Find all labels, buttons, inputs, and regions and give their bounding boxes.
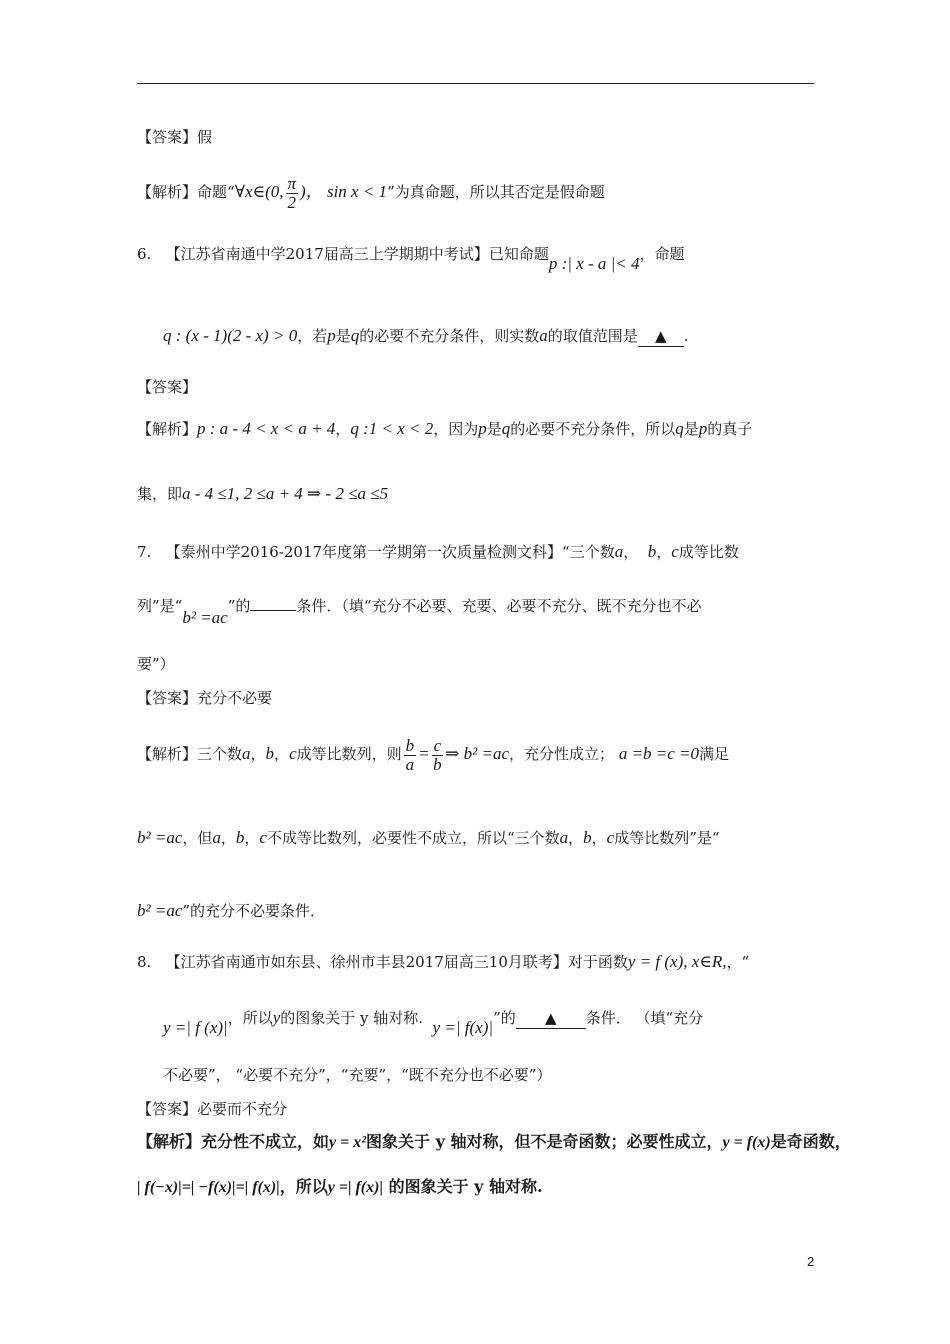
math-var: q [501,419,511,438]
header-rule [137,83,814,84]
math-expression: b² =ac [137,901,183,920]
math-var: c [259,828,267,847]
solution-text: 三个数 [197,745,243,763]
q6-solution-line1 [137,419,752,439]
question-source: 【江苏省南通市如东县、徐州市丰县2017届高三10月联考】 [165,953,568,971]
math-expression: y = f(x) [722,1134,771,1151]
q8-stem-line3 [163,1065,551,1085]
math-expression: ) [300,182,306,201]
q6-solution-line2 [137,484,388,504]
question-source: 【泰州中学2016-2017年度第一学期第一次质量检测文科】 [165,543,563,561]
q7-stem-line3 [137,654,175,674]
fraction-denominator: a [405,754,415,774]
solution-text: 的真子 [707,420,753,438]
math-var: p [698,419,708,438]
q7-stem-line2 [137,596,702,627]
solution-label: 【解析】 [137,183,198,201]
answer-blank [250,610,296,611]
math-expression: ∀x∈(0, [234,182,284,201]
solution-text: 集，即 [137,485,183,503]
math-expression: p : a - 4 < x < a + 4 [197,419,336,438]
math-expression: y = f (x), x∈R, [627,952,727,971]
question-text: 列”是“ [137,597,183,615]
fraction-numerator: c [433,735,442,755]
math-expression: y =| f(x)| [432,1018,494,1037]
solution-text: 是 [486,420,502,438]
math-var: q [350,326,360,345]
math-expression: y = x² [329,1134,367,1151]
question-text: 条件．（填“充分不必要、充要、必要不充分、既不充分也不必 [296,597,702,615]
math-expression: ⇒ b² =ac [445,744,510,763]
solution-text: 充分性不成立，如 [201,1132,330,1151]
math-var: a [539,326,548,345]
question-text: ， [656,543,672,561]
q5-answer [137,127,212,147]
question-text: 的取值范围是 [547,327,638,345]
question-text: 对于函数 [567,953,628,971]
answer-text: 充分不必要 [197,689,273,707]
q6-stem-line1 [137,244,685,273]
fraction-b-over-a [404,737,417,774]
q8-answer [137,1099,287,1119]
answer-blank: ▲ [516,1008,586,1029]
answer-text: 假 [197,128,213,146]
solution-label: 【解析】 [137,1132,202,1151]
solution-text: 命题“ [197,183,235,201]
answer-blank: ▲ [638,326,684,347]
solution-text: 成等比数列”是“ [614,829,720,847]
question-text: ，命题 [639,245,685,263]
answer-label: 【答案】 [137,128,198,146]
math-var: b [647,542,657,561]
q7-solution-line3 [137,901,325,921]
question-number: 8. [137,953,152,971]
solution-text: 满足 [699,745,730,763]
math-var: p [327,326,336,345]
question-text: 条件． （填“充分 [585,1009,704,1027]
answer-label: 【答案】 [137,689,198,707]
q6-stem-line2 [163,326,689,347]
math-var: c [606,828,615,847]
fraction-numerator: π [287,173,297,193]
question-text: ”的 [493,1009,516,1027]
solution-text: 成等比数列，则 [296,745,402,763]
math-expression: ， sin x < 1 [305,182,388,201]
math-var: a [242,744,251,763]
q7-solution-line1: 【解析】三个数a，b，c成等比数列，则 $\frac{b}{a}$ = $\frac{c}{b}$ ⇒ b² =ac，充分性成立； a =b =c =0满足 [137,735,730,774]
question-text: 已知命题 [488,245,549,263]
q8-stem-line2 [163,1008,704,1037]
math-var: c [289,744,297,763]
question-number: 7. [137,543,152,561]
solution-text: 不成等比数列，必要性不成立，所以“三个数 [266,829,560,847]
fraction-c-over-b [432,737,444,774]
question-text: 不必要”， “必要不充分”，“充要”，“既不充分也不必要”） [163,1066,552,1084]
solution-text: ，充分性成立； [509,745,615,763]
answer-label: 【答案】 [137,1100,198,1118]
pi-fraction [286,175,299,212]
question-text: “三个数 [562,543,615,561]
page-number: 2 [807,1254,815,1269]
question-text: ， [623,543,639,561]
question-number: 6. [137,245,152,263]
math-expression: a =b =c =0 [618,744,700,763]
q8-stem-line1 [137,952,749,972]
fraction-numerator: b [405,735,415,755]
math-expression: | f(−x)|=| −f(x)|=| f(x)| [137,1179,280,1196]
q8-solution-line2 [137,1177,543,1198]
math-expression: y =| f(x)| [327,1179,383,1196]
question-text: 成等比数 [678,543,739,561]
q7-solution-line2: b² =ac，但a，b，c不成等比数列，必要性不成立，所以“三个数a，b，c成等比数列”是“ [137,828,720,847]
answer-text: 必要而不充分 [197,1100,288,1118]
question-text: ，所以 [227,1009,273,1027]
math-var: b [265,744,275,763]
math-expression: a - 4 ≤1, 2 ≤a + 4 ⇒ - 2 ≤a ≤5 [182,484,389,503]
math-expression: y =| f (x)| [163,1018,228,1037]
math-var: b [583,828,592,847]
fraction-denominator: b [433,754,442,774]
math-var: a [212,828,221,847]
solution-text: 是 [683,420,699,438]
question-text: 的必要不充分条件，则实数 [359,327,540,345]
solution-text: 图象关于 y 轴对称，但不是奇函数；必要性成立， [366,1132,723,1151]
question-text: 的图象关于 y 轴对称. [280,1009,424,1027]
solution-text: 的图象关于 y 轴对称. [388,1177,543,1196]
q8-solution-line1 [137,1132,851,1153]
solution-text: ”的充分不必要条件． [182,902,326,920]
solution-text: 是奇函数， [770,1132,851,1151]
math-var: q [675,419,684,438]
solution-text: 的必要不充分条件，所以 [510,420,676,438]
question-text: ，“ [726,953,750,971]
question-text: . [683,327,689,345]
math-expression: p :| x - a |< 4 [548,254,640,273]
question-source: 【江苏省南通中学2017届高三上学期期中考试】 [165,245,489,263]
answer-label: 【答案】 [137,378,198,396]
math-expression: b² =ac [182,608,228,627]
q5-solution [137,172,605,212]
question-text: 要”） [137,655,175,673]
solution-text: ，所以 [279,1177,328,1196]
solution-label: 【解析】 [137,420,198,438]
math-var: a [559,828,569,847]
math-expression: q : (x - 1)(2 - x) > 0 [163,326,298,345]
solution-text: ，因为 [433,420,479,438]
math-expression: = [418,744,430,763]
solution-text: ，但 [182,829,213,847]
math-var: a [614,542,624,561]
question-text: ，若 [297,327,328,345]
solution-text: ， [335,420,351,438]
q7-answer [137,688,272,708]
question-text: ”的 [227,597,251,615]
math-var: y [272,1008,281,1027]
q6-answer [137,377,197,397]
question-text: 是 [335,327,351,345]
math-expression: b² =ac [137,828,183,847]
q7-stem-line1 [137,542,739,562]
math-expression: q :1 < x < 2 [350,419,434,438]
math-var: b [235,828,245,847]
solution-text: ”为真命题，所以其否定是假命题 [387,183,605,201]
math-var: c [671,542,679,561]
fraction-denominator: 2 [287,192,297,212]
solution-label: 【解析】 [137,745,198,763]
math-var: p [478,419,487,438]
